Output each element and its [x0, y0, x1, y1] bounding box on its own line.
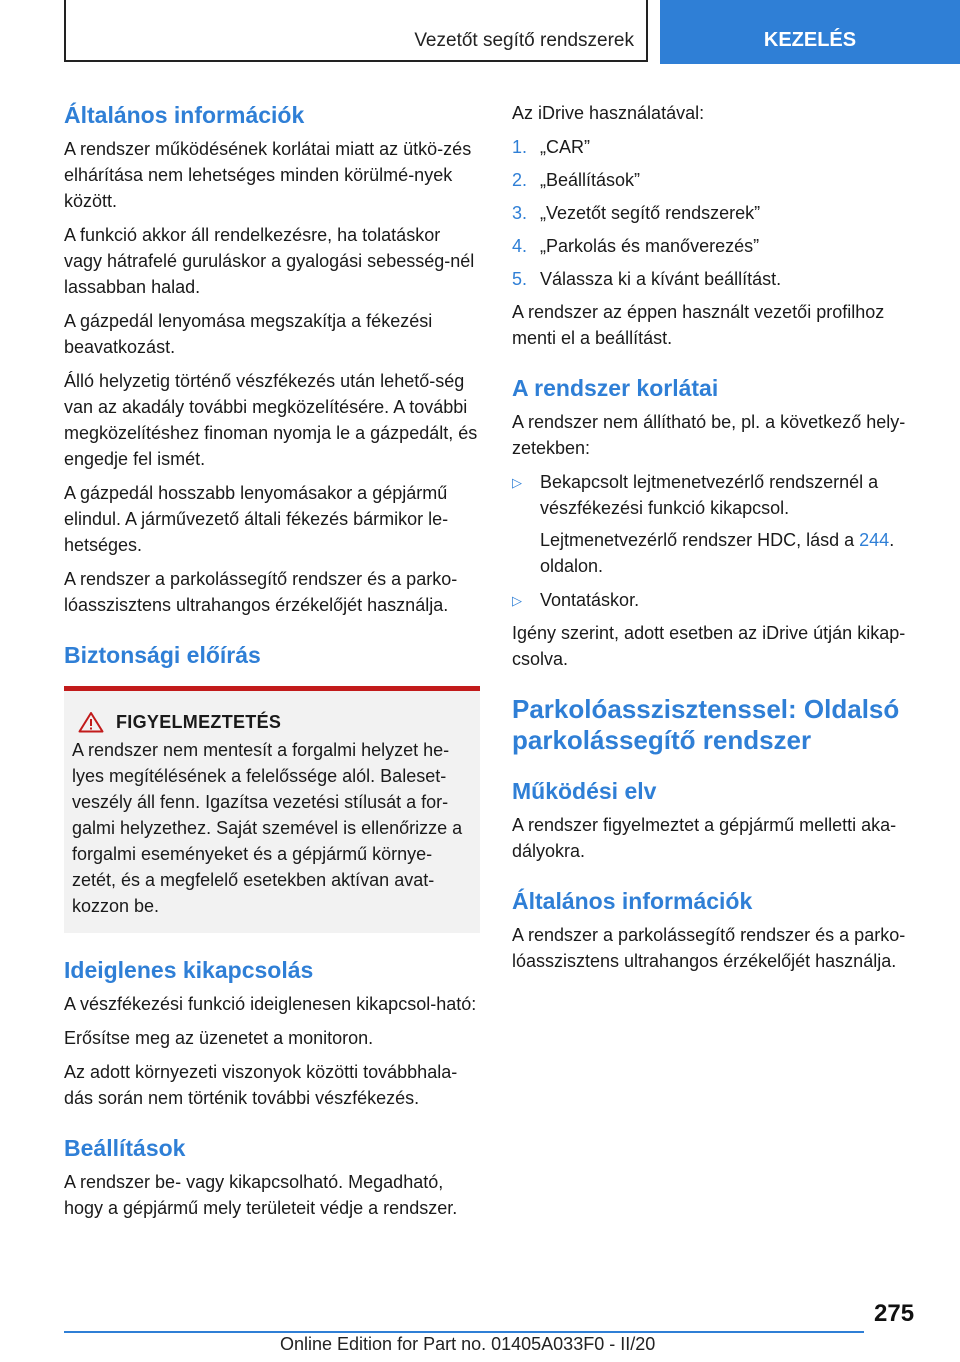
- paragraph: A rendszer figyelmeztet a gépjármű melletti aka-dályokra.: [512, 815, 897, 861]
- sub-text: Lejtmenetvezérlő rendszer HDC, lásd a: [540, 530, 860, 550]
- heading-side-parking-assist: Parkolóasszisztenssel: Oldalsó parkolássegítő rendszer: [512, 694, 900, 755]
- step-number: 1.: [512, 137, 528, 157]
- right-column: [512, 100, 928, 982]
- limits-list: [512, 469, 928, 521]
- footer-edition: Online Edition for Part no. 01405A033F0 - II/20: [280, 1334, 656, 1354]
- triangle-bullet-icon: ▷: [512, 593, 522, 608]
- step-text: „Beállítások”: [540, 170, 641, 190]
- paragraph: A gázpedál lenyomása megszakítja a fékezési beavatkozást.: [64, 311, 433, 357]
- list-item: [512, 233, 928, 259]
- warning-triangle-icon: [78, 711, 104, 733]
- paragraph: Álló helyzetig történő vészfékezés után lehető-ség van az akadály további megközelítésére. A további megközelítéshez finoman nyomja le a gázpedált, és engedje fel ismét.: [64, 371, 478, 469]
- step-number: 2.: [512, 170, 528, 190]
- footer-divider: [64, 1331, 864, 1333]
- paragraph: Az adott környezeti viszonyok közötti továbbhala-dás során nem történik további vészfékezés.: [64, 1062, 458, 1108]
- list-item: [512, 587, 928, 614]
- paragraph: A rendszer működésének korlátai miatt az ütkö-zés elhárítása nem lehetséges minden körülmé-nyek között.: [64, 139, 472, 211]
- heading-principle: Működési elv: [512, 778, 657, 804]
- step-number: 5.: [512, 269, 528, 289]
- list-item: [512, 167, 928, 193]
- list-item: [512, 200, 928, 226]
- paragraph: A funkció akkor áll rendelkezésre, ha tolatáskor vagy hátrafelé guruláskor a gyalogási sebesség-nél lassabban halad.: [64, 225, 475, 297]
- left-column: [64, 100, 480, 1229]
- warning-text: A rendszer nem mentesít a forgalmi helyzet he-lyes megítélésének a felelőssége alól. Baleset-veszély áll fenn. Igazítsa vezetési stílusát a for-galmi helyzethez. Saját szemével is ellenőrizze a forgalmi eseményeket és a gépjármű környe-zetét, és a megfelelő esetekben aktívan avat-kozzon be.: [72, 740, 463, 916]
- paragraph: Erősítse meg az üzenetet a monitoron.: [64, 1028, 374, 1048]
- paragraph: A rendszer be- vagy kikapcsolható. Megadható, hogy a gépjármű mely területeit védje a rendszer.: [64, 1172, 458, 1218]
- paragraph: Az iDrive használatával:: [512, 103, 705, 123]
- sub-text: .: [889, 530, 895, 550]
- step-text: „Vezetőt segítő rendszerek”: [540, 203, 761, 223]
- paragraph: A rendszer a parkolássegítő rendszer és a parko-lóasszisztens ultrahangos érzékelőjét használja.: [64, 569, 458, 615]
- heading-safety: Biztonsági előírás: [64, 642, 261, 668]
- heading-temporary-off: Ideiglenes kikapcsolás: [64, 957, 314, 983]
- paragraph: A gázpedál hosszabb lenyomásakor a gépjármű elindul. A járművezető általi fékezés bármikor le-hetséges.: [64, 483, 449, 555]
- paragraph: A vészfékezési funkció ideiglenesen kikapcsol-ható:: [64, 994, 477, 1014]
- paragraph: Igény szerint, adott esetben az iDrive útján kikap-csolva.: [512, 623, 906, 669]
- paragraph: A rendszer nem állítható be, pl. a következő hely-zetekben:: [512, 412, 906, 458]
- warning-header: [78, 711, 472, 733]
- limits-list: [512, 587, 928, 614]
- step-number: 4.: [512, 236, 528, 256]
- idrive-steps: [512, 134, 928, 292]
- list-item: [512, 469, 928, 521]
- sub-paragraph: [540, 527, 928, 579]
- warning-box: [64, 686, 480, 933]
- paragraph: A rendszer az éppen használt vezetői profilhoz menti el a beállítást.: [512, 302, 885, 348]
- heading-general-info: Általános információk: [64, 102, 305, 128]
- warning-title: FIGYELMEZTETÉS: [116, 711, 282, 732]
- step-text: „Parkolás és manőverezés”: [540, 236, 760, 256]
- paragraph: A rendszer a parkolássegítő rendszer és a parko-lóasszisztens ultrahangos érzékelőjét használja.: [512, 925, 906, 971]
- triangle-bullet-icon: ▷: [512, 475, 522, 490]
- step-text: „CAR”: [540, 137, 590, 157]
- heading-settings: Beállítások: [64, 1135, 186, 1161]
- step-number: 3.: [512, 203, 528, 223]
- header-frame: [64, 0, 648, 62]
- section-title: Vezetőt segítő rendszerek: [414, 30, 634, 51]
- heading-general-info-2: Általános információk: [512, 888, 753, 914]
- step-text: Válassza ki a kívánt beállítást.: [540, 269, 782, 289]
- bullet-text: Vontatáskor.: [540, 590, 640, 610]
- page-number: 275: [874, 1300, 915, 1327]
- list-item: [512, 266, 928, 292]
- list-item: [512, 134, 928, 160]
- chapter-tab[interactable]: KEZELÉS: [660, 0, 960, 64]
- sub-text: oldalon.: [540, 556, 604, 576]
- page-reference-link[interactable]: 244: [859, 530, 890, 550]
- bullet-text: Bekapcsolt lejtmenetvezérlő rendszernél a vészfékezési funkció kikapcsol.: [540, 472, 879, 518]
- heading-limits: A rendszer korlátai: [512, 375, 719, 401]
